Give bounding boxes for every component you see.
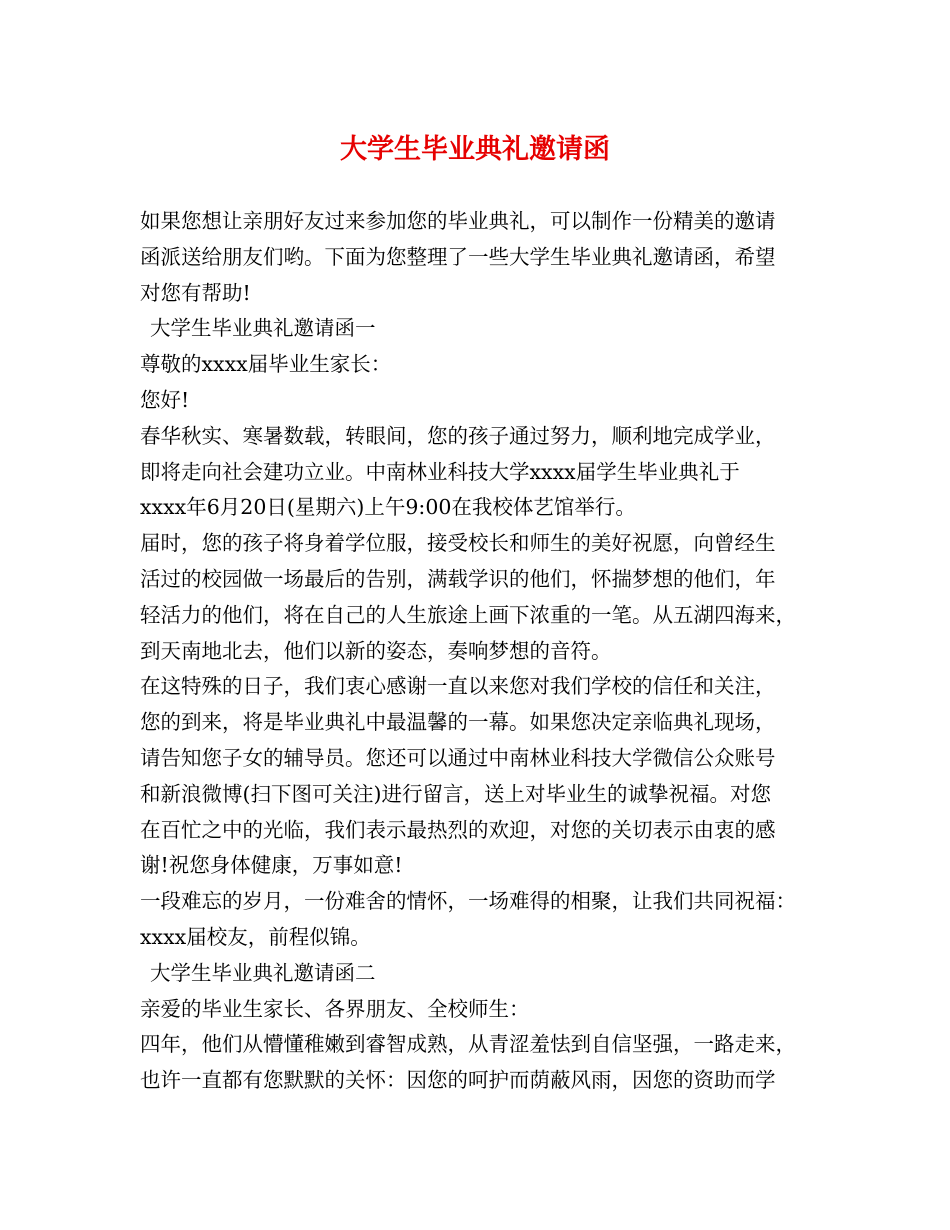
body-line: 活过的校园做一场最后的告别，满载学识的他们，怀揣梦想的他们，年 — [140, 566, 776, 591]
body-line: 到天南地北去，他们以新的姿态，奏响梦想的音符。 — [140, 638, 612, 663]
body-line: 轻活力的他们，将在自己的人生旅途上画下浓重的一笔。从五湖四海来， — [140, 602, 796, 627]
body-line: 对您有帮助! — [140, 280, 251, 305]
body-line: 函派送给朋友们哟。下面为您整理了一些大学生毕业典礼邀请函，希望 — [140, 244, 776, 269]
greeting: 您好! — [140, 387, 190, 412]
salutation: 尊敬的xxxx届毕业生家长： — [140, 352, 392, 377]
body-line: 春华秋实、寒暑数载，转眼间，您的孩子通过努力，顺利地完成学业， — [140, 423, 776, 448]
body-line: 也许一直都有您默默的关怀：因您的呵护而荫蔽风雨，因您的资助而学 — [140, 1068, 776, 1093]
body-line: 四年，他们从懵懂稚嫩到睿智成熟，从青涩羞怯到自信坚强，一路走来， — [140, 1032, 796, 1057]
body-line: 如果您想让亲朋好友过来参加您的毕业典礼，可以制作一份精美的邀请 — [140, 209, 776, 233]
body-line: 您的到来，将是毕业典礼中最温馨的一幕。如果您决定亲临典礼现场， — [140, 710, 776, 735]
body-line: xxxx届校友，前程似锦。 — [140, 924, 371, 949]
section-heading-2: 大学生毕业典礼邀请函二 — [150, 960, 376, 985]
body-line: 和新浪微博(扫下图可关注)进行留言，送上对毕业生的诚挚祝福。对您 — [140, 781, 771, 806]
document-body — [140, 204, 830, 1099]
document-title: 大学生毕业典礼邀请函 — [340, 134, 610, 165]
body-line: 即将走向社会建功立业。中南林业科技大学xxxx届学生毕业典礼于 — [140, 459, 740, 484]
salutation: 亲爱的毕业生家长、各界朋友、全校师生： — [140, 996, 530, 1021]
section-heading-1: 大学生毕业典礼邀请函一 — [150, 316, 376, 341]
body-line: 在这特殊的日子，我们衷心感谢一直以来您对我们学校的信任和关注， — [140, 674, 776, 699]
body-line: 请告知您子女的辅导员。您还可以通过中南林业科技大学微信公众账号 — [140, 745, 776, 770]
body-line: xxxx年6月20日(星期六)上午9:00在我校体艺馆举行。 — [140, 495, 636, 520]
body-line: 届时，您的孩子将身着学位服，接受校长和师生的美好祝愿，向曾经生 — [140, 531, 776, 556]
body-line: 在百忙之中的光临，我们表示最热烈的欢迎，对您的关切表示由衷的感 — [140, 817, 776, 842]
body-line: 谢!祝您身体健康，万事如意! — [140, 853, 403, 878]
body-line: 一段难忘的岁月，一份难舍的情怀，一场难得的相聚，让我们共同祝福： — [140, 889, 796, 914]
